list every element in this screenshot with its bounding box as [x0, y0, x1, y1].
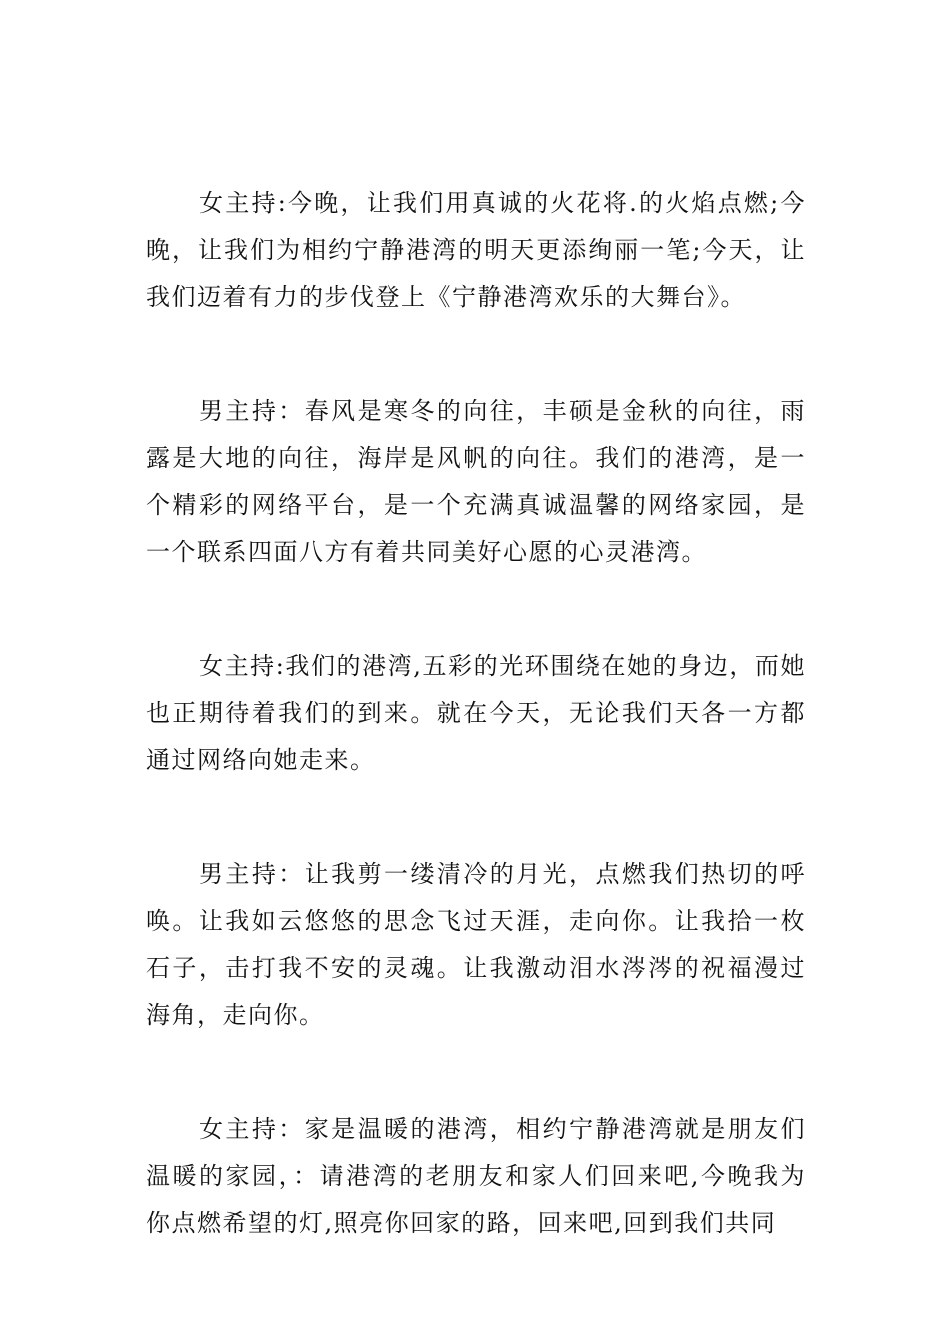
paragraph-male-host-2: 男主持：让我剪一缕清冷的月光，点燃我们热切的呼唤。让我如云悠悠的思念飞过天涯，走向你。让我拾一枚石子，击打我不安的灵魂。让我激动泪水涔涔的祝福漫过海角，走向你。 — [146, 860, 806, 1029]
paragraph-male-host-1: 男主持：春风是寒冬的向往，丰硕是金秋的向往，雨露是大地的向往，海岸是风帆的向往。我们的港湾，是一个精彩的网络平台，是一个充满真诚温馨的网络家园，是一个联系四面八方有着共同美好心愿的心灵港湾。 — [146, 397, 806, 566]
document-body — [146, 180, 806, 1314]
paragraph-female-host-2: 女主持:我们的港湾,五彩的光环围绕在她的身边，而她也正期待着我们的到来。就在今天，无论我们天各一方都通过网络向她走来。 — [146, 652, 806, 774]
paragraph-female-host-1: 女主持:今晚，让我们用真诚的火花将.的火焰点燃;今晚，让我们为相约宁静港湾的明天更添绚丽一笔;今天，让我们迈着有力的步伐登上《宁静港湾欢乐的大舞台》。 — [146, 189, 806, 311]
paragraph-female-host-3: 女主持：家是温暖的港湾，相约宁静港湾就是朋友们温暖的家园，：请港湾的老朋友和家人们回来吧,今晚我为你点燃希望的灯,照亮你回家的路，回来吧,回到我们共同 — [146, 1115, 806, 1237]
